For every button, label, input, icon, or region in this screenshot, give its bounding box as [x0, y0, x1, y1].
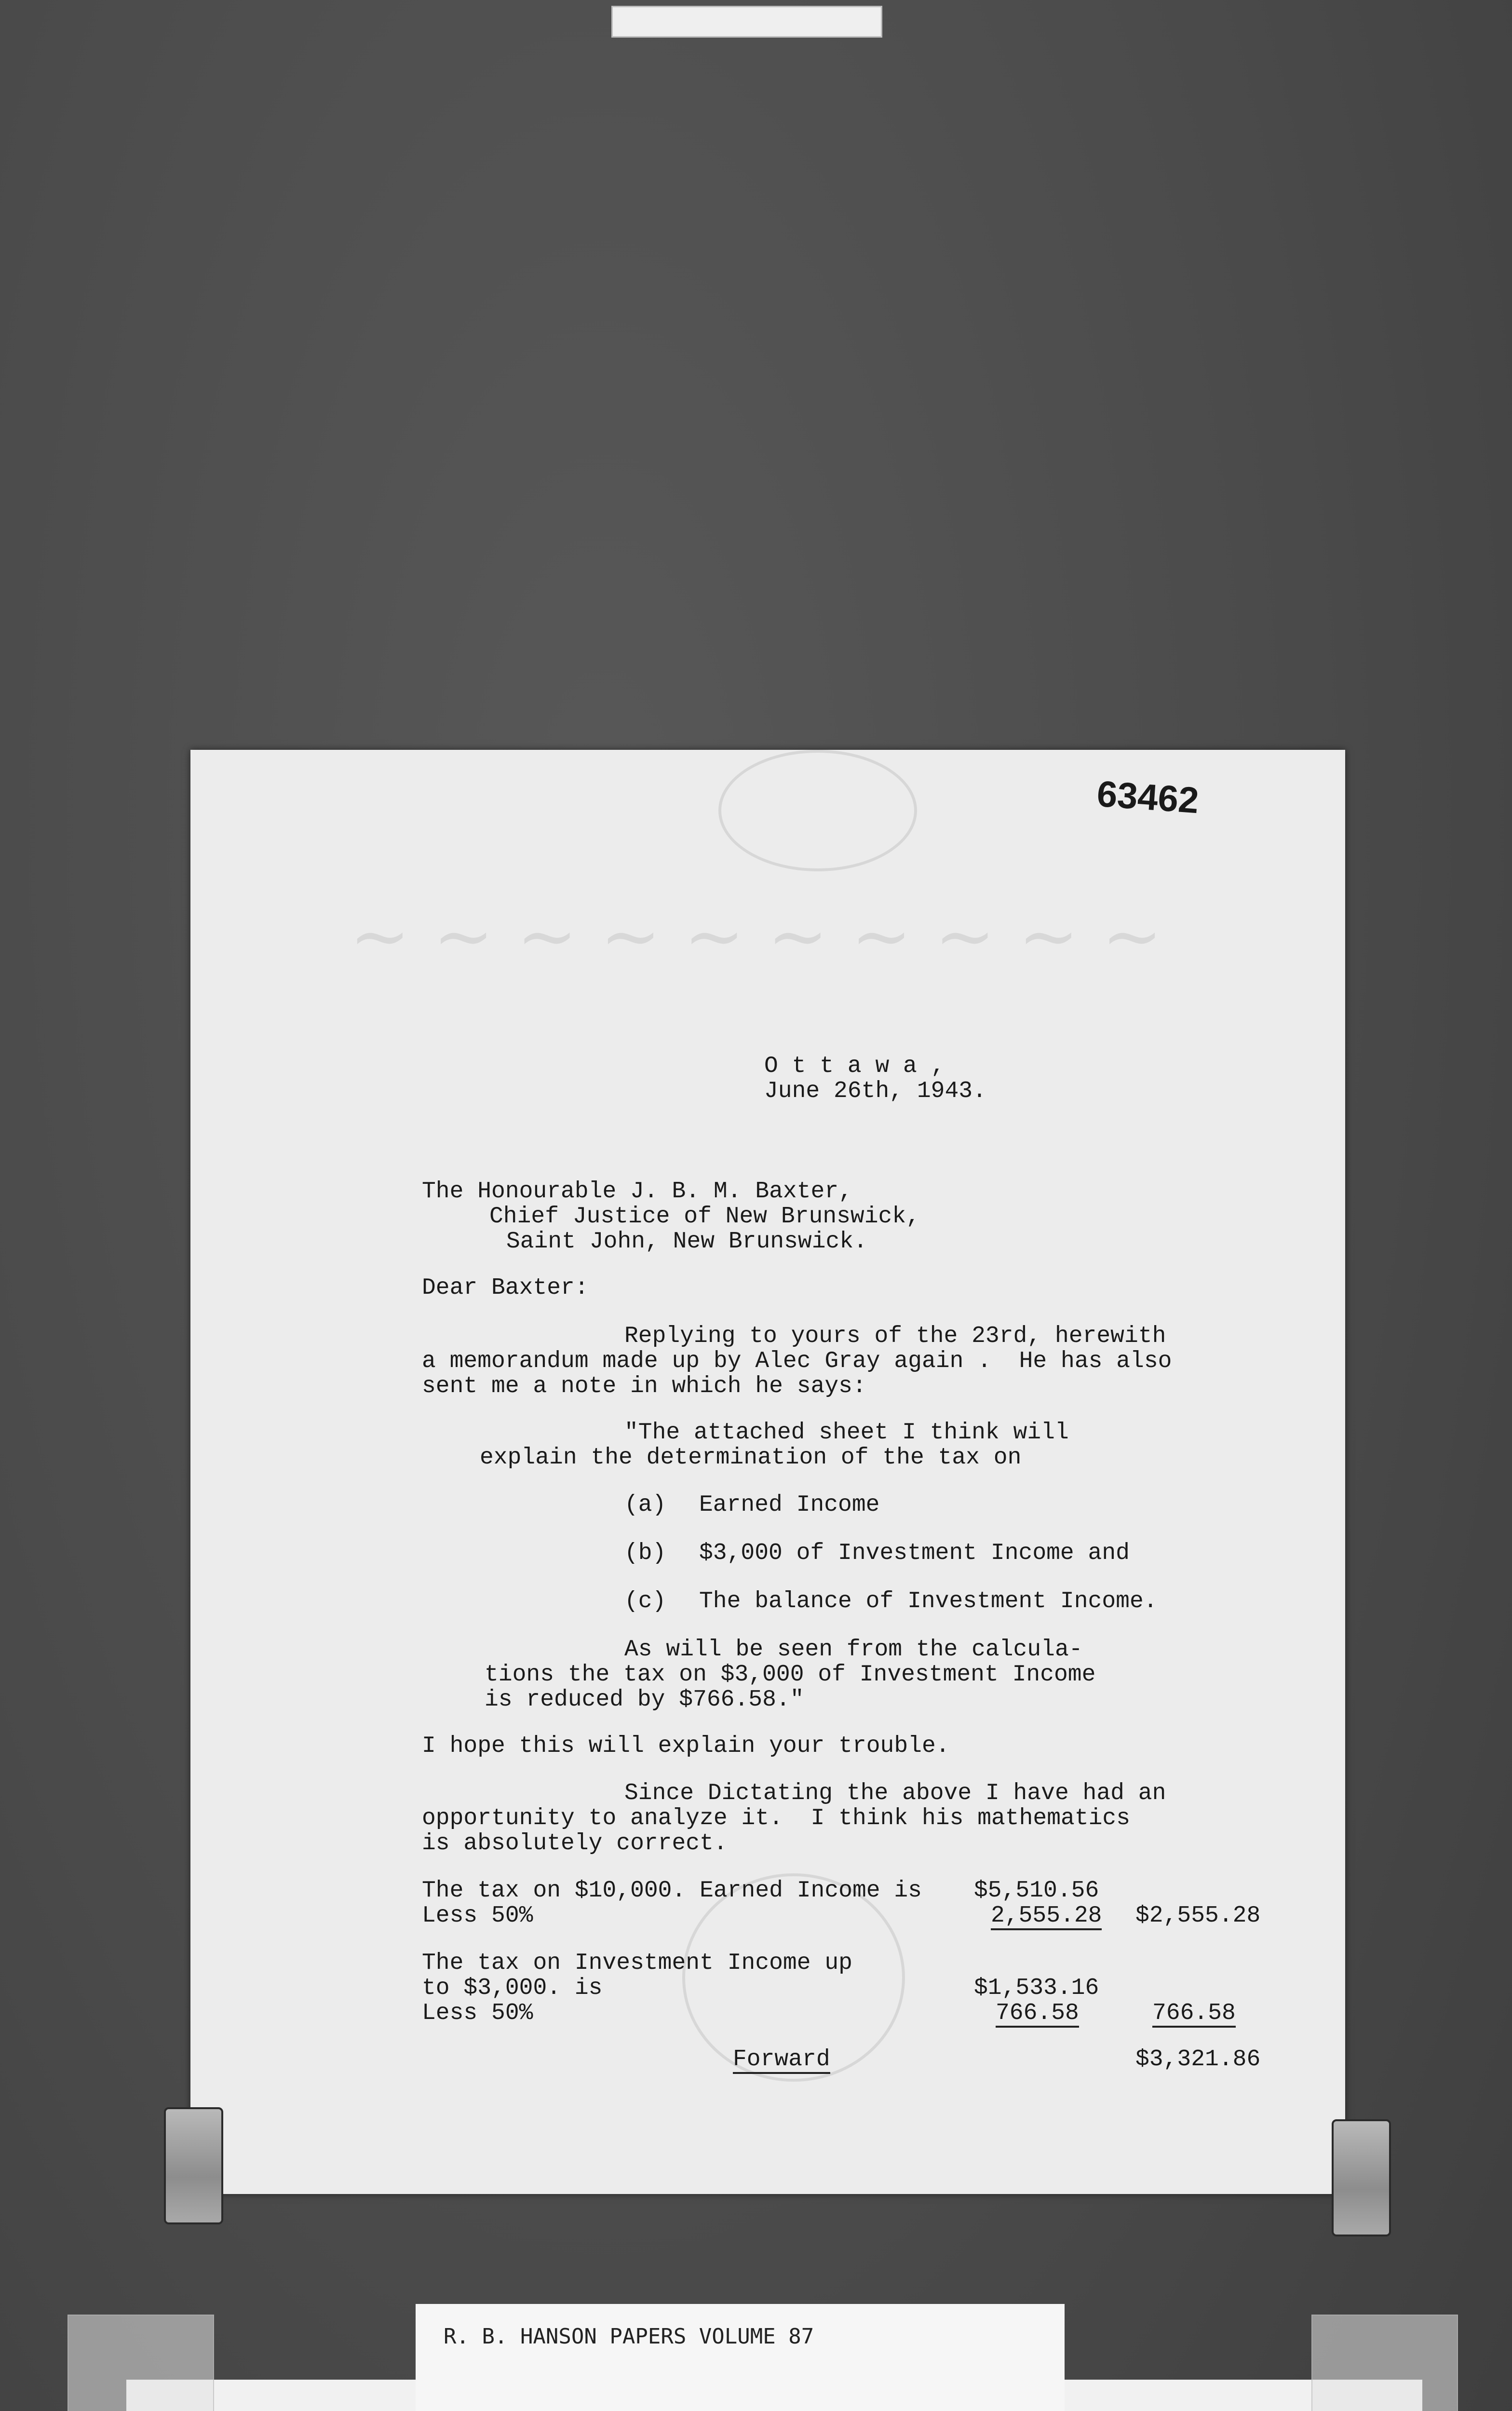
volume-label-strip — [416, 2304, 1065, 2411]
salutation: Dear Baxter: — [422, 1275, 589, 1301]
list-marker: (b) — [624, 1540, 666, 1566]
list-item: Earned Income — [699, 1492, 880, 1518]
forward-total: $3,321.86 — [1135, 2046, 1261, 2072]
calc-amount: $5,510.56 — [974, 1878, 1099, 1904]
recipient-line: The Honourable J. B. M. Baxter, — [422, 1178, 852, 1205]
calc-amount: $1,533.16 — [974, 1975, 1099, 2001]
document-number: 63462 — [1095, 773, 1201, 822]
forward-label: Forward — [733, 2047, 830, 2074]
quote-line: "The attached sheet I think will — [624, 1420, 1069, 1446]
quote-line: explain the determination of the tax on — [480, 1445, 1022, 1471]
body-line: Since Dictating the above I have had an — [624, 1780, 1166, 1806]
calc-label: The tax on Investment Income up — [422, 1950, 852, 1976]
calc-net: $2,555.28 — [1135, 1903, 1261, 1929]
body-line: I hope this will explain your trouble. — [422, 1733, 950, 1759]
right-mount-clip — [1332, 2119, 1391, 2236]
calc-amount: 766.58 — [996, 2001, 1079, 2028]
faint-seal-top — [718, 750, 917, 871]
quote-line: tions the tax on $3,000 of Investment Income — [485, 1662, 1096, 1688]
calc-label: Less 50% — [422, 2000, 533, 2026]
body-line: Replying to yours of the 23rd, herewith — [624, 1323, 1166, 1349]
list-item: The balance of Investment Income. — [699, 1588, 1158, 1614]
letter-date: June 26th, 1943. — [764, 1078, 986, 1104]
tape-right — [1311, 2315, 1458, 2411]
letter-sheet — [190, 750, 1345, 2194]
list-item: $3,000 of Investment Income and — [699, 1540, 1130, 1566]
body-line: sent me a note in which he says: — [422, 1373, 866, 1399]
calc-label: to $3,000. is — [422, 1975, 603, 2001]
calc-amount: 2,555.28 — [991, 1903, 1102, 1930]
calc-label: The tax on $10,000. Earned Income is — [422, 1878, 922, 1904]
body-line: opportunity to analyze it. I think his mathematics — [422, 1805, 1131, 1831]
body-line: a memorandum made up by Alec Gray again . He has also — [422, 1348, 1172, 1374]
tape-left — [68, 2315, 214, 2411]
volume-label-text: R. B. HANSON PAPERS VOLUME 87 — [444, 2324, 814, 2349]
calc-label: Less 50% — [422, 1903, 533, 1929]
calc-net: 766.58 — [1152, 2001, 1236, 2028]
quote-line: is reduced by $766.58." — [485, 1687, 804, 1713]
recipient-line: Chief Justice of New Brunswick, — [489, 1204, 920, 1230]
recipient-line: Saint John, New Brunswick. — [506, 1229, 867, 1255]
letter-place: O t t a w a , — [764, 1053, 945, 1079]
top-mount-strip — [611, 6, 882, 38]
left-mount-clip — [164, 2107, 223, 2224]
body-line: is absolutely correct. — [422, 1830, 728, 1856]
quote-line: As will be seen from the calcula- — [624, 1637, 1083, 1663]
list-marker: (c) — [624, 1588, 666, 1614]
faint-watermark: ~ ~ ~ ~ ~ ~ ~ ~ ~ ~ — [350, 894, 1162, 978]
list-marker: (a) — [624, 1492, 666, 1518]
